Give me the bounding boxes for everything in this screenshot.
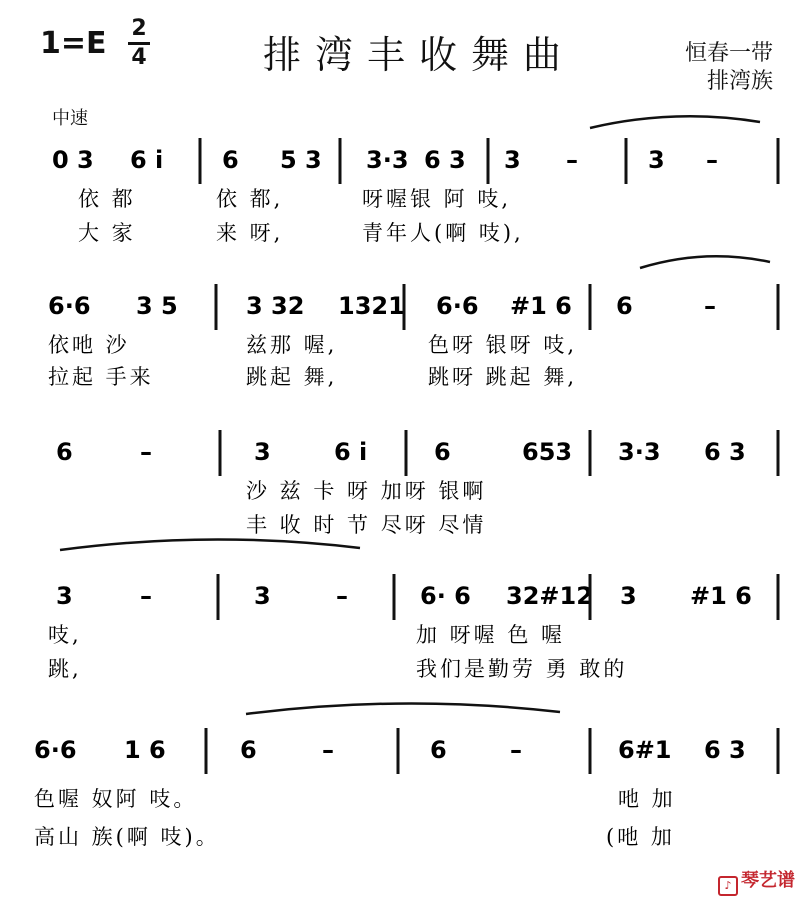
note-group: 3 (648, 146, 665, 174)
lyric-line: 我们是勤劳 勇 敢的 (416, 657, 628, 681)
lyric-line: 色呀 银呀 吱, (428, 333, 578, 357)
lyric-line: 大 家 (78, 221, 136, 245)
lyric-line: 依吔 沙 (48, 333, 130, 357)
note-group: 3 (620, 582, 637, 610)
note-group: 6 3 (704, 438, 746, 466)
lyric-line: 依 都 (78, 187, 136, 211)
lyric-line: 跳, (48, 657, 82, 681)
note-group: 6 (434, 438, 451, 466)
note-group: 653 (522, 438, 573, 466)
note-group: 3 32 (246, 292, 305, 320)
note-group: 6 3 (424, 146, 466, 174)
lyric-line: 高山 族(啊 吱)。 (34, 825, 220, 849)
note-group: – (566, 146, 578, 174)
note-group: 6 (430, 736, 447, 764)
note-group: 6 (616, 292, 633, 320)
lyric-line: (吔 加 (606, 825, 675, 849)
lyric-line: 丰 收 时 节 尽呀 尽情 (246, 513, 487, 537)
note-group: 3 5 (136, 292, 178, 320)
note-group: #1 6 (510, 292, 572, 320)
note-group: 1321 (338, 292, 405, 320)
note-group: – (322, 736, 334, 764)
lyric-line: 拉起 手来 (48, 365, 154, 389)
time-bottom: 4 (131, 45, 147, 70)
logo-icon: ♪ (718, 876, 738, 896)
note-group: – (140, 438, 152, 466)
note-group: 6·6 (48, 292, 91, 320)
note-group: #1 6 (690, 582, 752, 610)
note-group: 5 3 (280, 146, 322, 174)
tie-slur (246, 703, 560, 714)
lyric-line: 依 都, (216, 187, 284, 211)
lyric-line: 吔 加 (618, 787, 676, 811)
tie-slur (60, 539, 360, 550)
lyric-line: 沙 兹 卡 呀 加呀 银啊 (246, 479, 487, 503)
note-group: 6· 6 (420, 582, 471, 610)
tie-slur (590, 116, 760, 128)
lyric-line: 青年人(啊 吱), (362, 221, 524, 245)
note-group: 6·6 (436, 292, 479, 320)
lyric-line: 兹那 喔, (246, 333, 338, 357)
lyric-line: 来 呀, (216, 221, 284, 245)
lyric-line: 跳呀 跳起 舞, (428, 365, 578, 389)
key-signature: 1=E (40, 26, 107, 61)
lyric-line: 呀喔银 阿 吱, (362, 187, 512, 211)
note-group: 3 (254, 438, 271, 466)
lyric-line: 加 呀喔 色 喔 (416, 623, 566, 647)
note-group: 32#12 (506, 582, 593, 610)
note-group: – (140, 582, 152, 610)
lyric-line: 吱, (48, 623, 82, 647)
tempo-marking: 中速 (52, 108, 88, 129)
note-group: 6 (222, 146, 239, 174)
tie-slur (640, 256, 770, 268)
song-title: 排湾丰收舞曲 (263, 33, 576, 77)
note-group: 6 i (130, 146, 164, 174)
note-group: 0 3 (52, 146, 94, 174)
note-group: 6 (240, 736, 257, 764)
note-group: 6 3 (704, 736, 746, 764)
note-group: – (510, 736, 522, 764)
note-group: 6 (56, 438, 73, 466)
note-group: 3·3 (618, 438, 661, 466)
watermark: ♪ 琴艺谱 (718, 866, 795, 896)
note-group: 6·6 (34, 736, 77, 764)
note-group: – (704, 292, 716, 320)
note-group: 3 (56, 582, 73, 610)
time-top: 2 (131, 16, 147, 41)
lyric-line: 跳起 舞, (246, 365, 338, 389)
note-group: 6#1 (618, 736, 672, 764)
note-group: – (706, 146, 718, 174)
lyric-line: 色喔 奴阿 吱。 (34, 787, 198, 811)
note-group: 3 (254, 582, 271, 610)
note-group: 3 (504, 146, 521, 174)
credit-region: 恒春一带 (684, 41, 773, 66)
note-group: – (336, 582, 348, 610)
note-group: 6 i (334, 438, 368, 466)
note-group: 1 6 (124, 736, 166, 764)
credit-people: 排湾族 (706, 69, 773, 94)
note-group: 3·3 (366, 146, 409, 174)
